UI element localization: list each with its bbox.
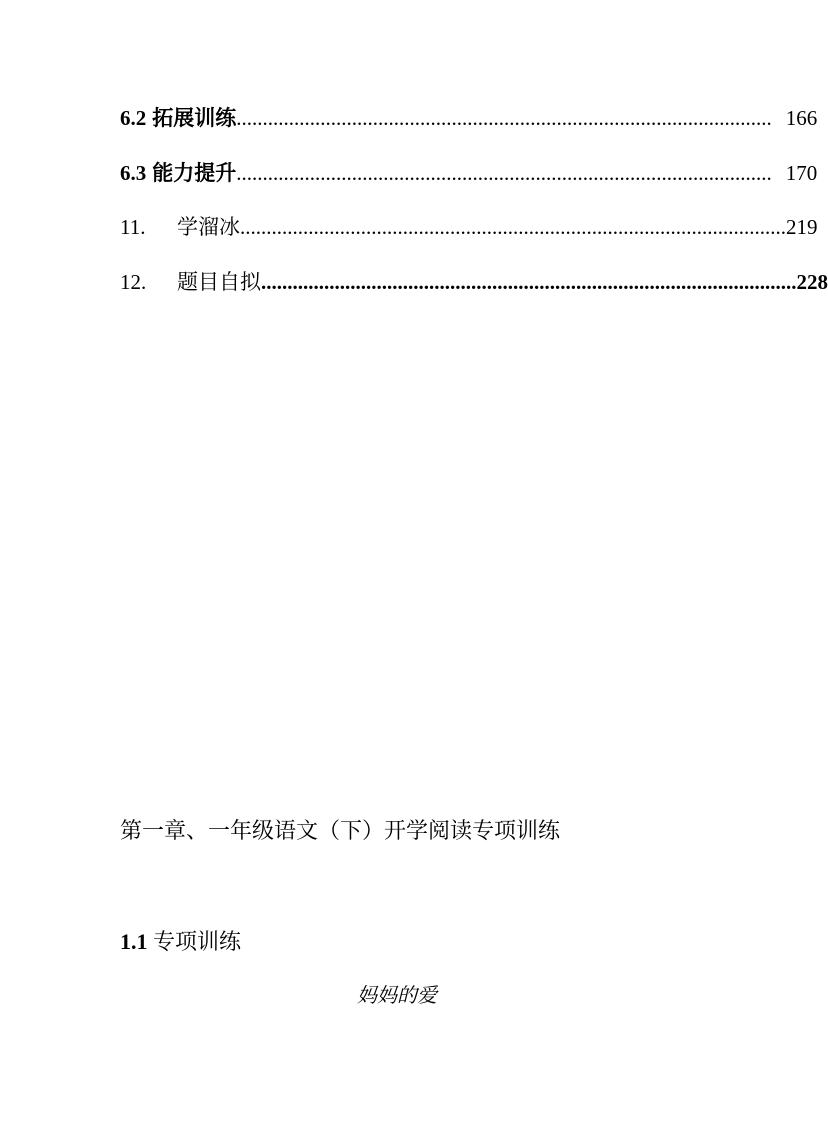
toc-leader-dots: ...................................................................................................... (236, 106, 772, 130)
toc-entry-number: 6.2 (120, 106, 147, 130)
toc-entry-title: 题目自拟 (177, 270, 261, 294)
toc-leader-dots: ...................................................................................................... (240, 215, 776, 239)
toc-entry-title: 拓展训练 (152, 106, 237, 130)
section-heading (120, 927, 241, 957)
chapter-title: 第一章、一年级语文（下）开学阅读专项训练 (120, 818, 561, 843)
toc-entry-page: 228 (796, 270, 828, 294)
toc-entry-number: 11. (120, 215, 146, 239)
toc-entry-number: 12. (120, 270, 147, 294)
toc-leader-dots: ...................................................................................................... (236, 161, 772, 185)
toc-entry-title: 能力提升 (152, 161, 237, 185)
toc-entry-12[interactable] (120, 267, 828, 297)
article-title: 妈妈的爱 (357, 983, 437, 1007)
toc-entry-number: 6.3 (120, 161, 147, 185)
toc-entry-title: 学溜冰 (177, 215, 240, 239)
toc-leader-dots: ...................................................................................................... (261, 270, 797, 294)
toc-entry-6-3[interactable] (120, 158, 818, 188)
toc-entry-page: ..219 (775, 215, 818, 239)
toc-entry-11[interactable] (120, 212, 818, 242)
section-title: 专项训练 (153, 929, 242, 954)
toc-entry-6-2[interactable] (120, 103, 818, 133)
toc-entry-page: 166 (785, 106, 818, 130)
section-number: 1.1 (120, 929, 148, 954)
toc-entry-page: 170 (785, 161, 818, 185)
